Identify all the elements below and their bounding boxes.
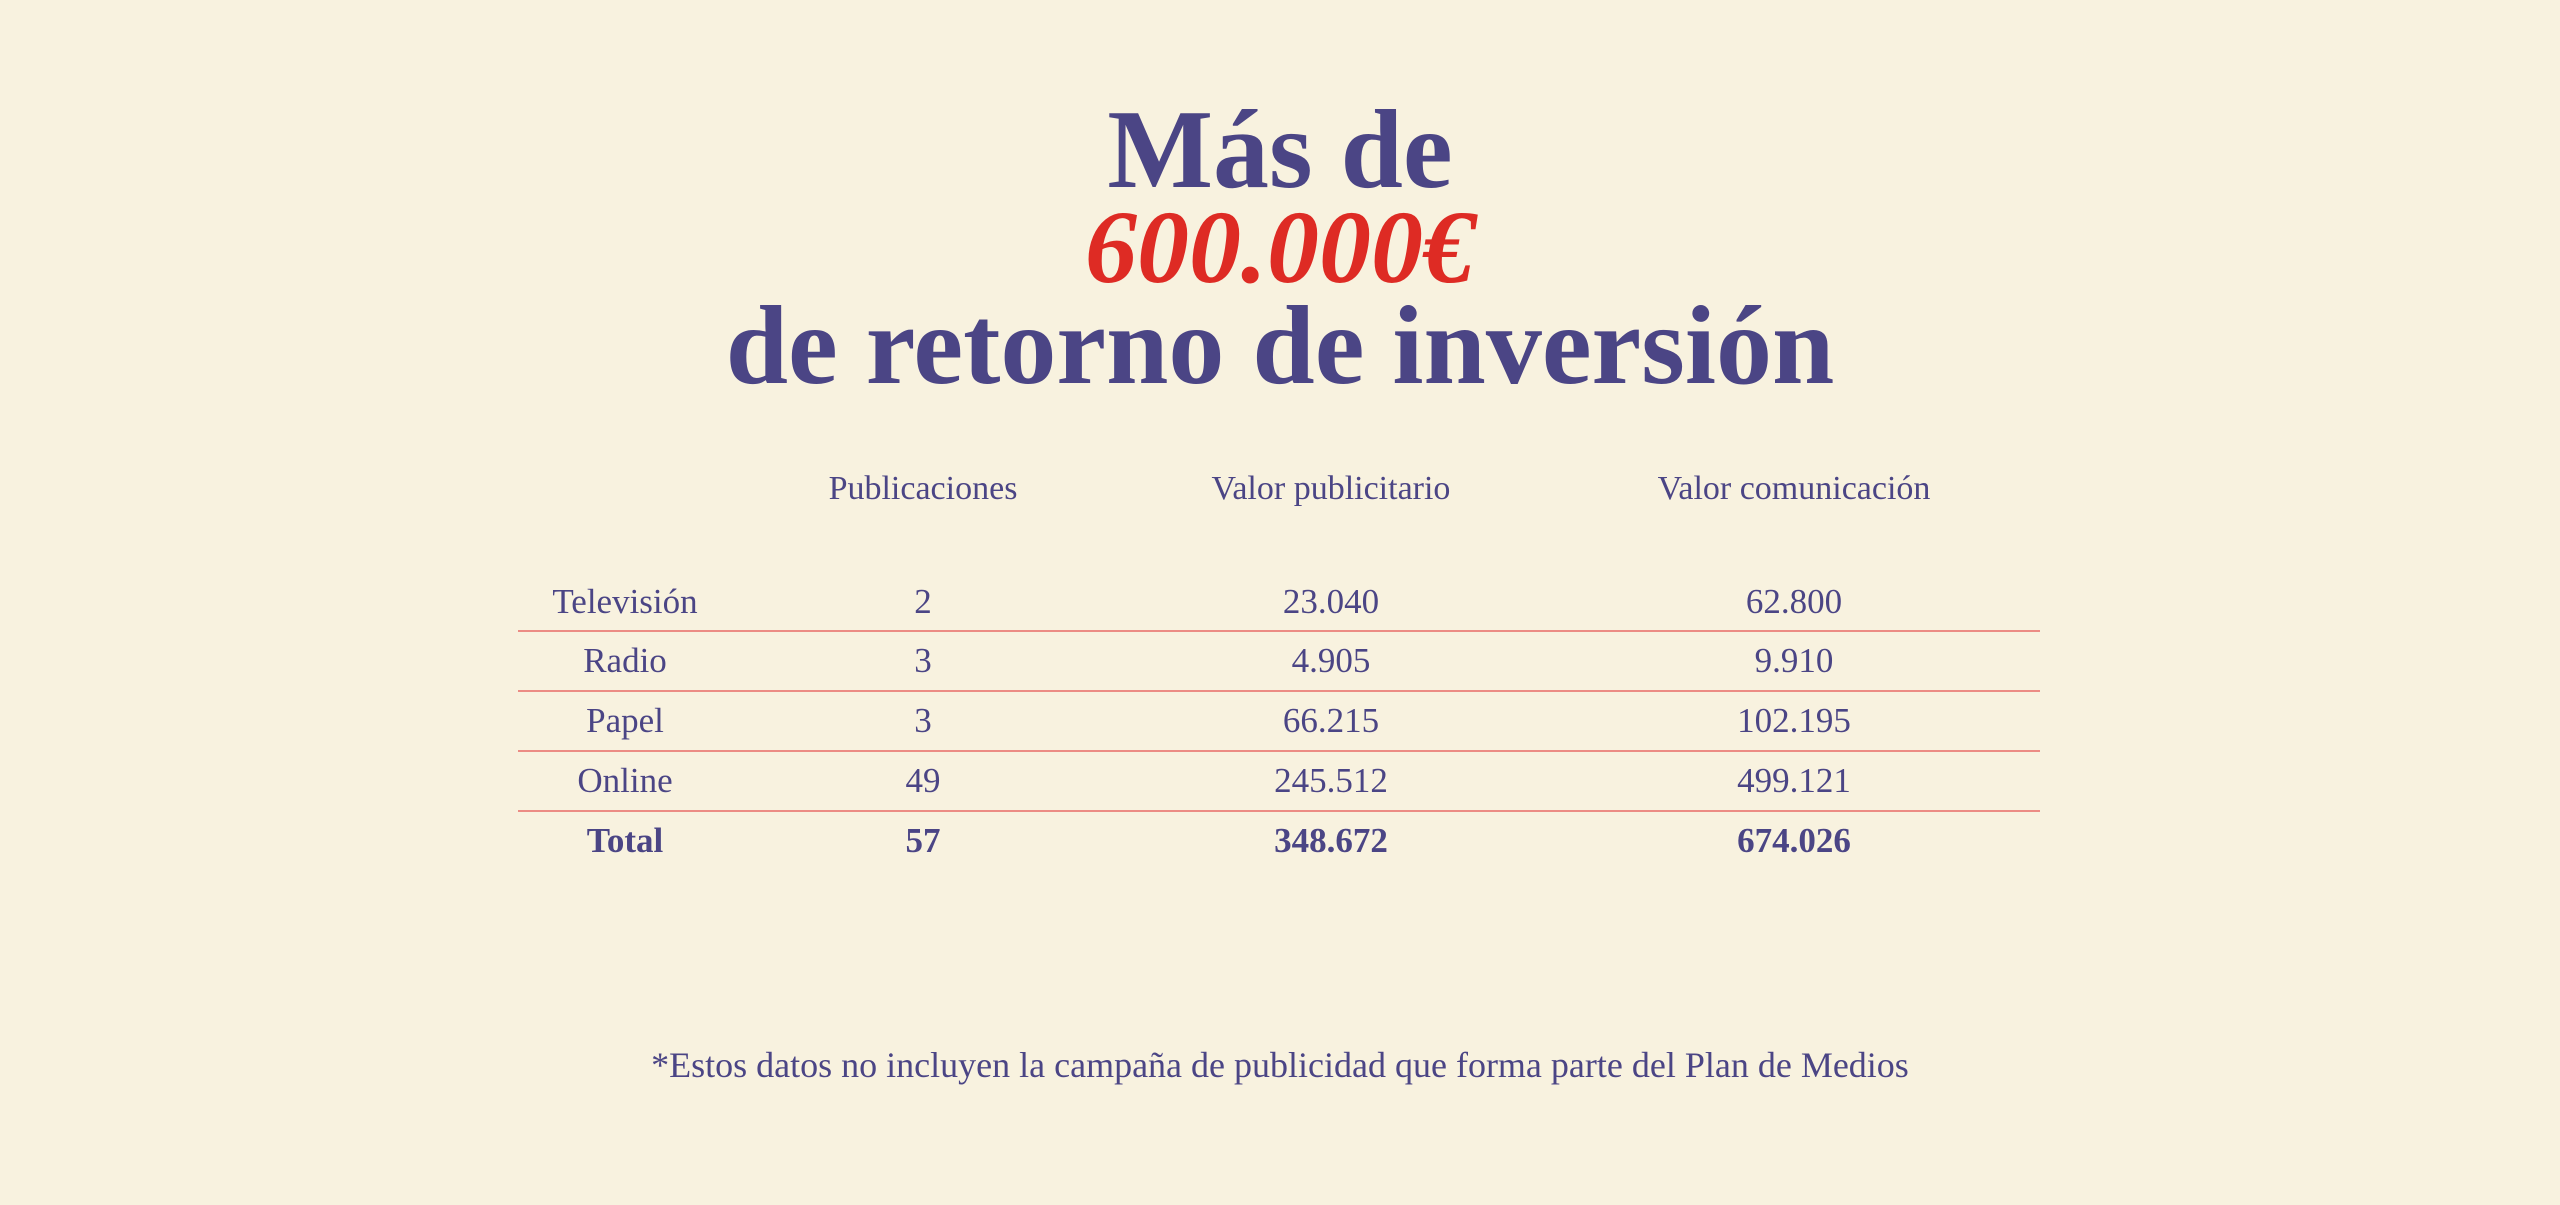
heading-line-1: Más de bbox=[1107, 88, 1453, 212]
heading-line-3: de retorno de inversión bbox=[725, 284, 1835, 408]
table-header-row bbox=[518, 462, 2040, 516]
row-label: Total bbox=[586, 821, 664, 860]
cell-valor-comunicacion: 102.195 bbox=[1737, 701, 1851, 740]
roi-table bbox=[518, 462, 2040, 870]
column-header-publicaciones: Publicaciones bbox=[828, 470, 1018, 507]
cell-valor-comunicacion: 499.121 bbox=[1737, 761, 1851, 800]
heading-amount: 600.000€ bbox=[1085, 190, 1475, 305]
cell-publicaciones: 49 bbox=[905, 761, 941, 800]
footnote: *Estos datos no incluyen la campaña de publicidad que forma parte del Plan de Medios bbox=[651, 1045, 1909, 1085]
cell-valor-publicitario: 66.215 bbox=[1282, 701, 1380, 740]
table-row bbox=[518, 574, 2040, 630]
table-row bbox=[518, 690, 2040, 750]
cell-valor-comunicacion: 674.026 bbox=[1737, 821, 1851, 860]
table-spacer bbox=[518, 516, 2040, 574]
page-heading bbox=[0, 88, 2560, 408]
row-label: Papel bbox=[586, 701, 664, 740]
row-label: Online bbox=[577, 761, 673, 800]
column-header-valor-publicitario: Valor publicitario bbox=[1211, 470, 1451, 507]
cell-valor-publicitario: 245.512 bbox=[1274, 761, 1388, 800]
cell-valor-publicitario: 23.040 bbox=[1282, 582, 1380, 621]
cell-valor-publicitario: 348.672 bbox=[1274, 821, 1388, 860]
table-total-row bbox=[518, 810, 2040, 870]
table-row bbox=[518, 750, 2040, 810]
cell-publicaciones: 3 bbox=[914, 641, 932, 680]
cell-publicaciones: 57 bbox=[905, 821, 941, 860]
table-row bbox=[518, 630, 2040, 690]
row-label: Radio bbox=[583, 641, 667, 680]
column-header-valor-comunicacion: Valor comunicación bbox=[1657, 470, 1931, 507]
cell-publicaciones: 3 bbox=[914, 701, 932, 740]
cell-valor-comunicacion: 9.910 bbox=[1754, 641, 1834, 680]
cell-valor-comunicacion: 62.800 bbox=[1745, 582, 1843, 621]
cell-publicaciones: 2 bbox=[914, 582, 932, 621]
row-label: Televisión bbox=[552, 582, 698, 621]
cell-valor-publicitario: 4.905 bbox=[1291, 641, 1371, 680]
